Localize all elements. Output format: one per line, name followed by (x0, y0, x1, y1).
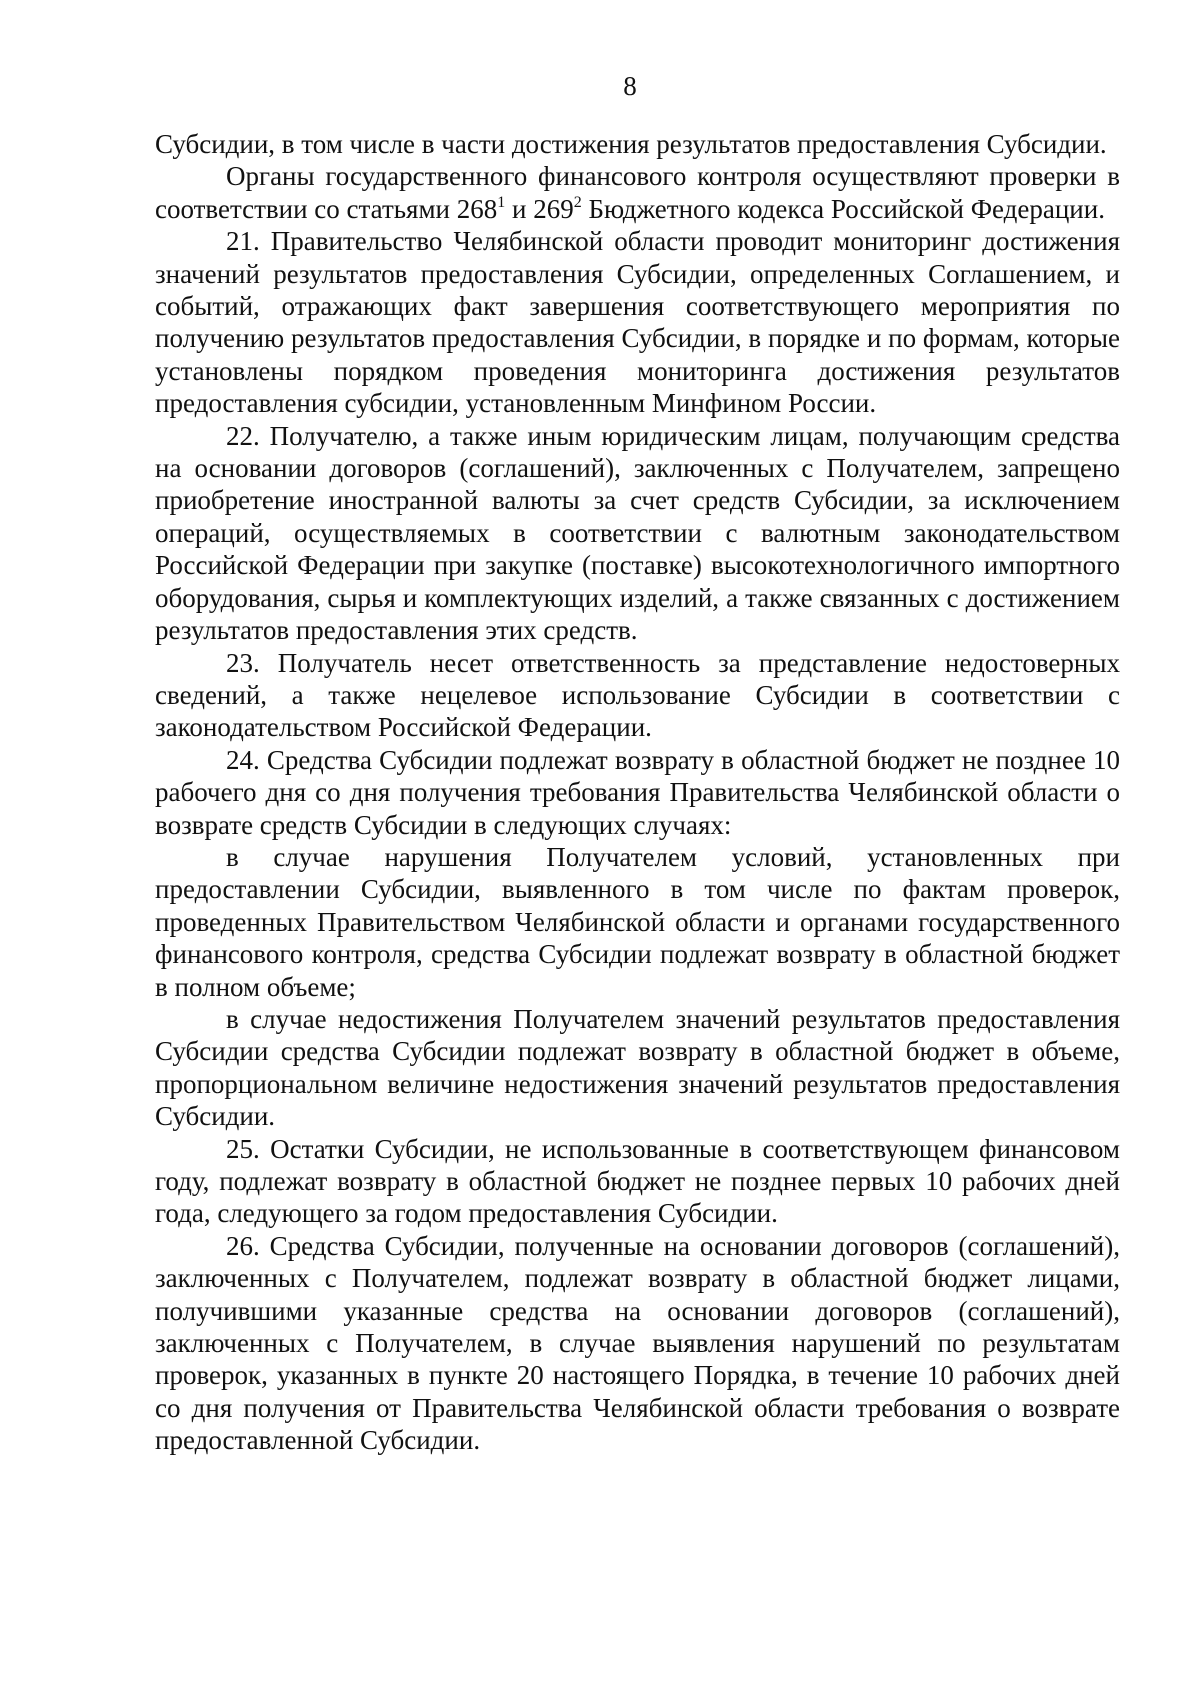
document-body (155, 128, 1120, 1457)
paragraph-text: и 269 (505, 193, 574, 224)
superscript: 2 (573, 193, 582, 211)
paragraph-24-case-nonachievement: в случае недостижения Получателем значений результатов предоставления Субсидии средства Субсидии подлежат возврату в областной бюджет в объеме, пропорциональном величине недостижения значений результатов предоставления Субсидии. (155, 1003, 1120, 1132)
superscript: 1 (497, 193, 506, 211)
paragraph-21: 21. Правительство Челябинской области проводит мониторинг достижения значений результатов предоставления Субсидии, определенных Соглашением, и событий, отражающих факт завершения соответствующего мероприятия по получению результатов предоставления Субсидии, в порядке и по формам, которые установлены порядком проведения мониторинга достижения результатов предоставления субсидии, установленным Минфином России. (155, 226, 1120, 419)
page-number: 8 (623, 71, 637, 101)
paragraph-24-case-violation: в случае нарушения Получателем условий, установленных при предоставлении Субсидии, выявленного в том числе по фактам проверок, проведенных Правительством Челябинской области и органами государственного финансового контроля, средства Субсидии подлежат возврату в областной бюджет в полном объеме; (155, 841, 1120, 1002)
paragraph-text: Бюджетного кодекса Российской Федерации. (581, 193, 1105, 224)
paragraph-22: 22. Получателю, а также иным юридическим лицам, получающим средства на основании договоров (соглашений), заключенных с Получателем, запрещено приобретение иностранной валюты за счет средств Субсидии, за исключением операций, осуществляемых в соответствии с валютным законодательством Российской Федерации при закупке (поставке) высокотехнологичного импортного оборудования, сырья и комплектующих изделий, а также связанных с достижением результатов предоставления этих средств. (155, 420, 1120, 646)
paragraph-25: 25. Остатки Субсидии, не использованные в соответствующем финансовом году, подлежат возврату в областной бюджет не позднее первых 10 рабочих дней года, следующего за годом предоставления Субсидии. (155, 1133, 1120, 1229)
paragraph-financial-control (155, 160, 1120, 225)
paragraph-continuation: Субсидии, в том числе в части достижения результатов предоставления Субсидии. (155, 129, 1107, 159)
paragraph-26: 26. Средства Субсидии, полученные на основании договоров (соглашений), заключенных с Получателем, подлежат возврату в областной бюджет лицами, получившими указанные средства на основании договоров (соглашений), заключенных с Получателем, в случае выявления нарушений по результатам проверок, указанных в пункте 20 настоящего Порядка, в течение 10 рабочих дней со дня получения от Правительства Челябинской области требования о возврате предоставленной Субсидии. (155, 1230, 1120, 1456)
paragraph-23: 23. Получатель несет ответственность за представление недостоверных сведений, а также нецелевое использование Субсидии в соответствии с законодательством Российской Федерации. (155, 647, 1120, 743)
paragraph-text: Органы государственного финансового контроля осуществляют проверки в соответствии со статьями 268 (155, 161, 1120, 224)
paragraph-24: 24. Средства Субсидии подлежат возврату в областной бюджет не позднее 10 рабочего дня со дня получения требования Правительства Челябинской области о возврате средств Субсидии в следующих случаях: (155, 744, 1120, 840)
